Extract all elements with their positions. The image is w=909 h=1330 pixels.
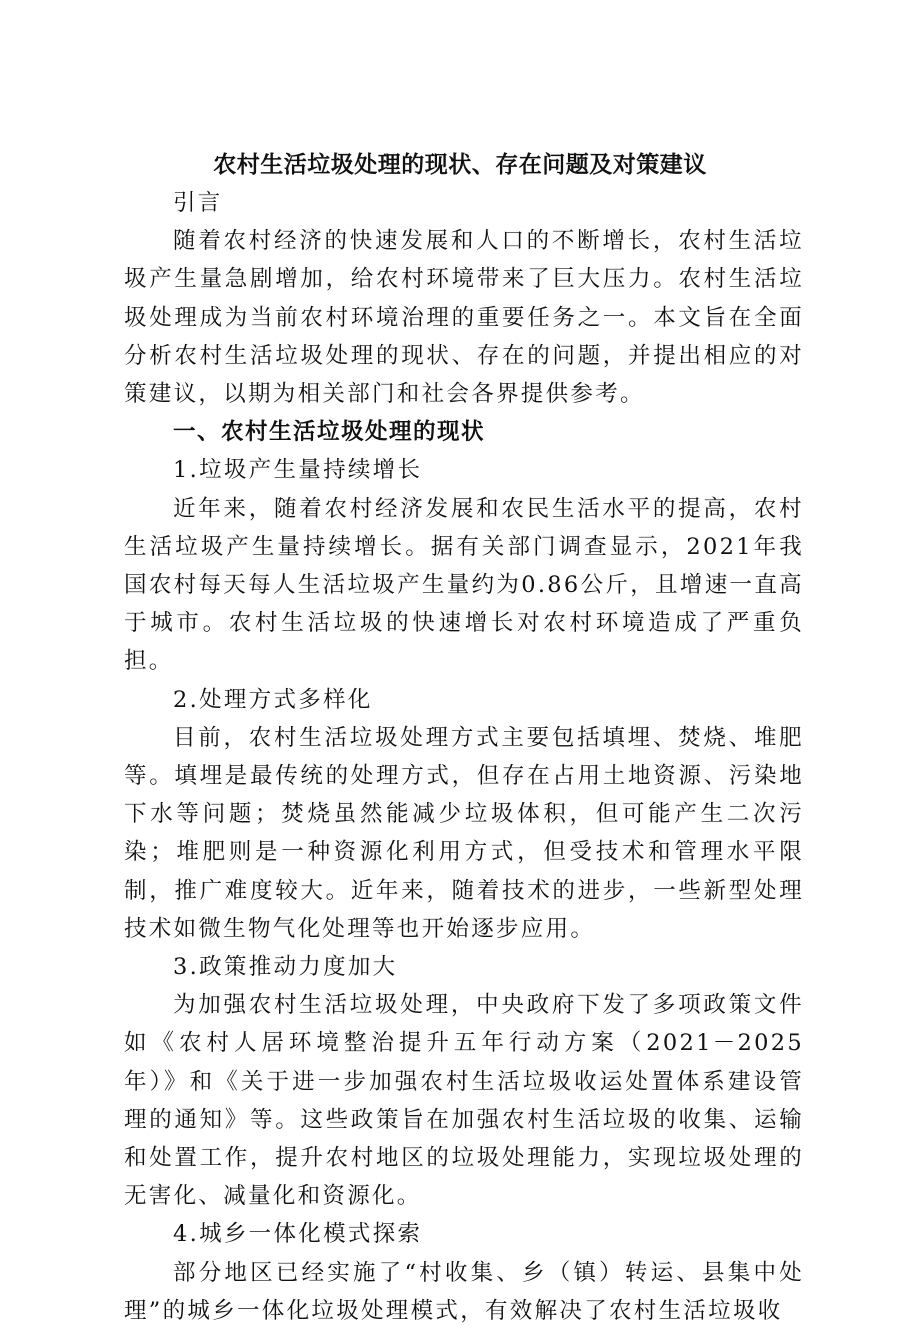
document-body xyxy=(124,184,804,1330)
intro-label: 引言 xyxy=(173,190,223,216)
subsection-paragraph-2: 目前，农村生活垃圾处理方式主要包括填埋、焚烧、堆肥等。填埋是最传统的处理方式，但存在占用土地资源、污染地下水等问题；焚烧虽然能减少垃圾体积，但可能产生二次污染；堆肥则是一种资源化利用方式，但受技术和管理水平限制，推广难度较大。近年来，随着技术的进步，一些新型处理技术如微生物气化处理等也开始逐步应用。 xyxy=(124,724,804,942)
subsection-heading-1: 1.垃圾产生量持续增长 xyxy=(173,457,423,484)
subsection-paragraph-1: 近年来，随着农村经济发展和农民生活水平的提高，农村生活垃圾产生量持续增长。据有关部门调查显示，2021年我国农村每天每人生活垃圾产生量约为0.86公斤，且增速一直高于城市。农村生活垃圾的快速增长对农村环境造成了严重负担。 xyxy=(124,495,804,675)
section-heading-1: 一、农村生活垃圾处理的现状 xyxy=(173,419,486,446)
subsection-paragraph-4: 部分地区已经实施了“村收集、乡（镇）转运、县集中处理”的城乡一体化垃圾处理模式，有效解决了农村生活垃圾收 xyxy=(124,1259,804,1324)
subsection-heading-2: 2.处理方式多样化 xyxy=(173,686,373,713)
intro-paragraph: 随着农村经济的快速发展和人口的不断增长，农村生活垃圾产生量急剧增加，给农村环境带来了巨大压力。农村生活垃圾处理成为当前农村环境治理的重要任务之一。本文旨在全面分析农村生活垃圾处理的现状、存在的问题，并提出相应的对策建议，以期为相关部门和社会各界提供参考。 xyxy=(124,228,804,408)
subsection-paragraph-3: 为加强农村生活垃圾处理，中央政府下发了多项政策文件如《农村人居环境整治提升五年行动方案（2021－2025年）》和《关于进一步加强农村生活垃圾收运处置体系建设管理的通知》等。这些政策旨在加强农村生活垃圾的收集、运输和处置工作，提升农村地区的垃圾处理能力，实现垃圾处理的无害化、减量化和资源化。 xyxy=(124,992,804,1210)
subsection-heading-3: 3.政策推动力度加大 xyxy=(173,954,398,981)
document-title: 农村生活垃圾处理的现状、存在问题及对策建议 xyxy=(213,151,707,178)
subsection-heading-4: 4.城乡一体化模式探索 xyxy=(173,1221,423,1248)
